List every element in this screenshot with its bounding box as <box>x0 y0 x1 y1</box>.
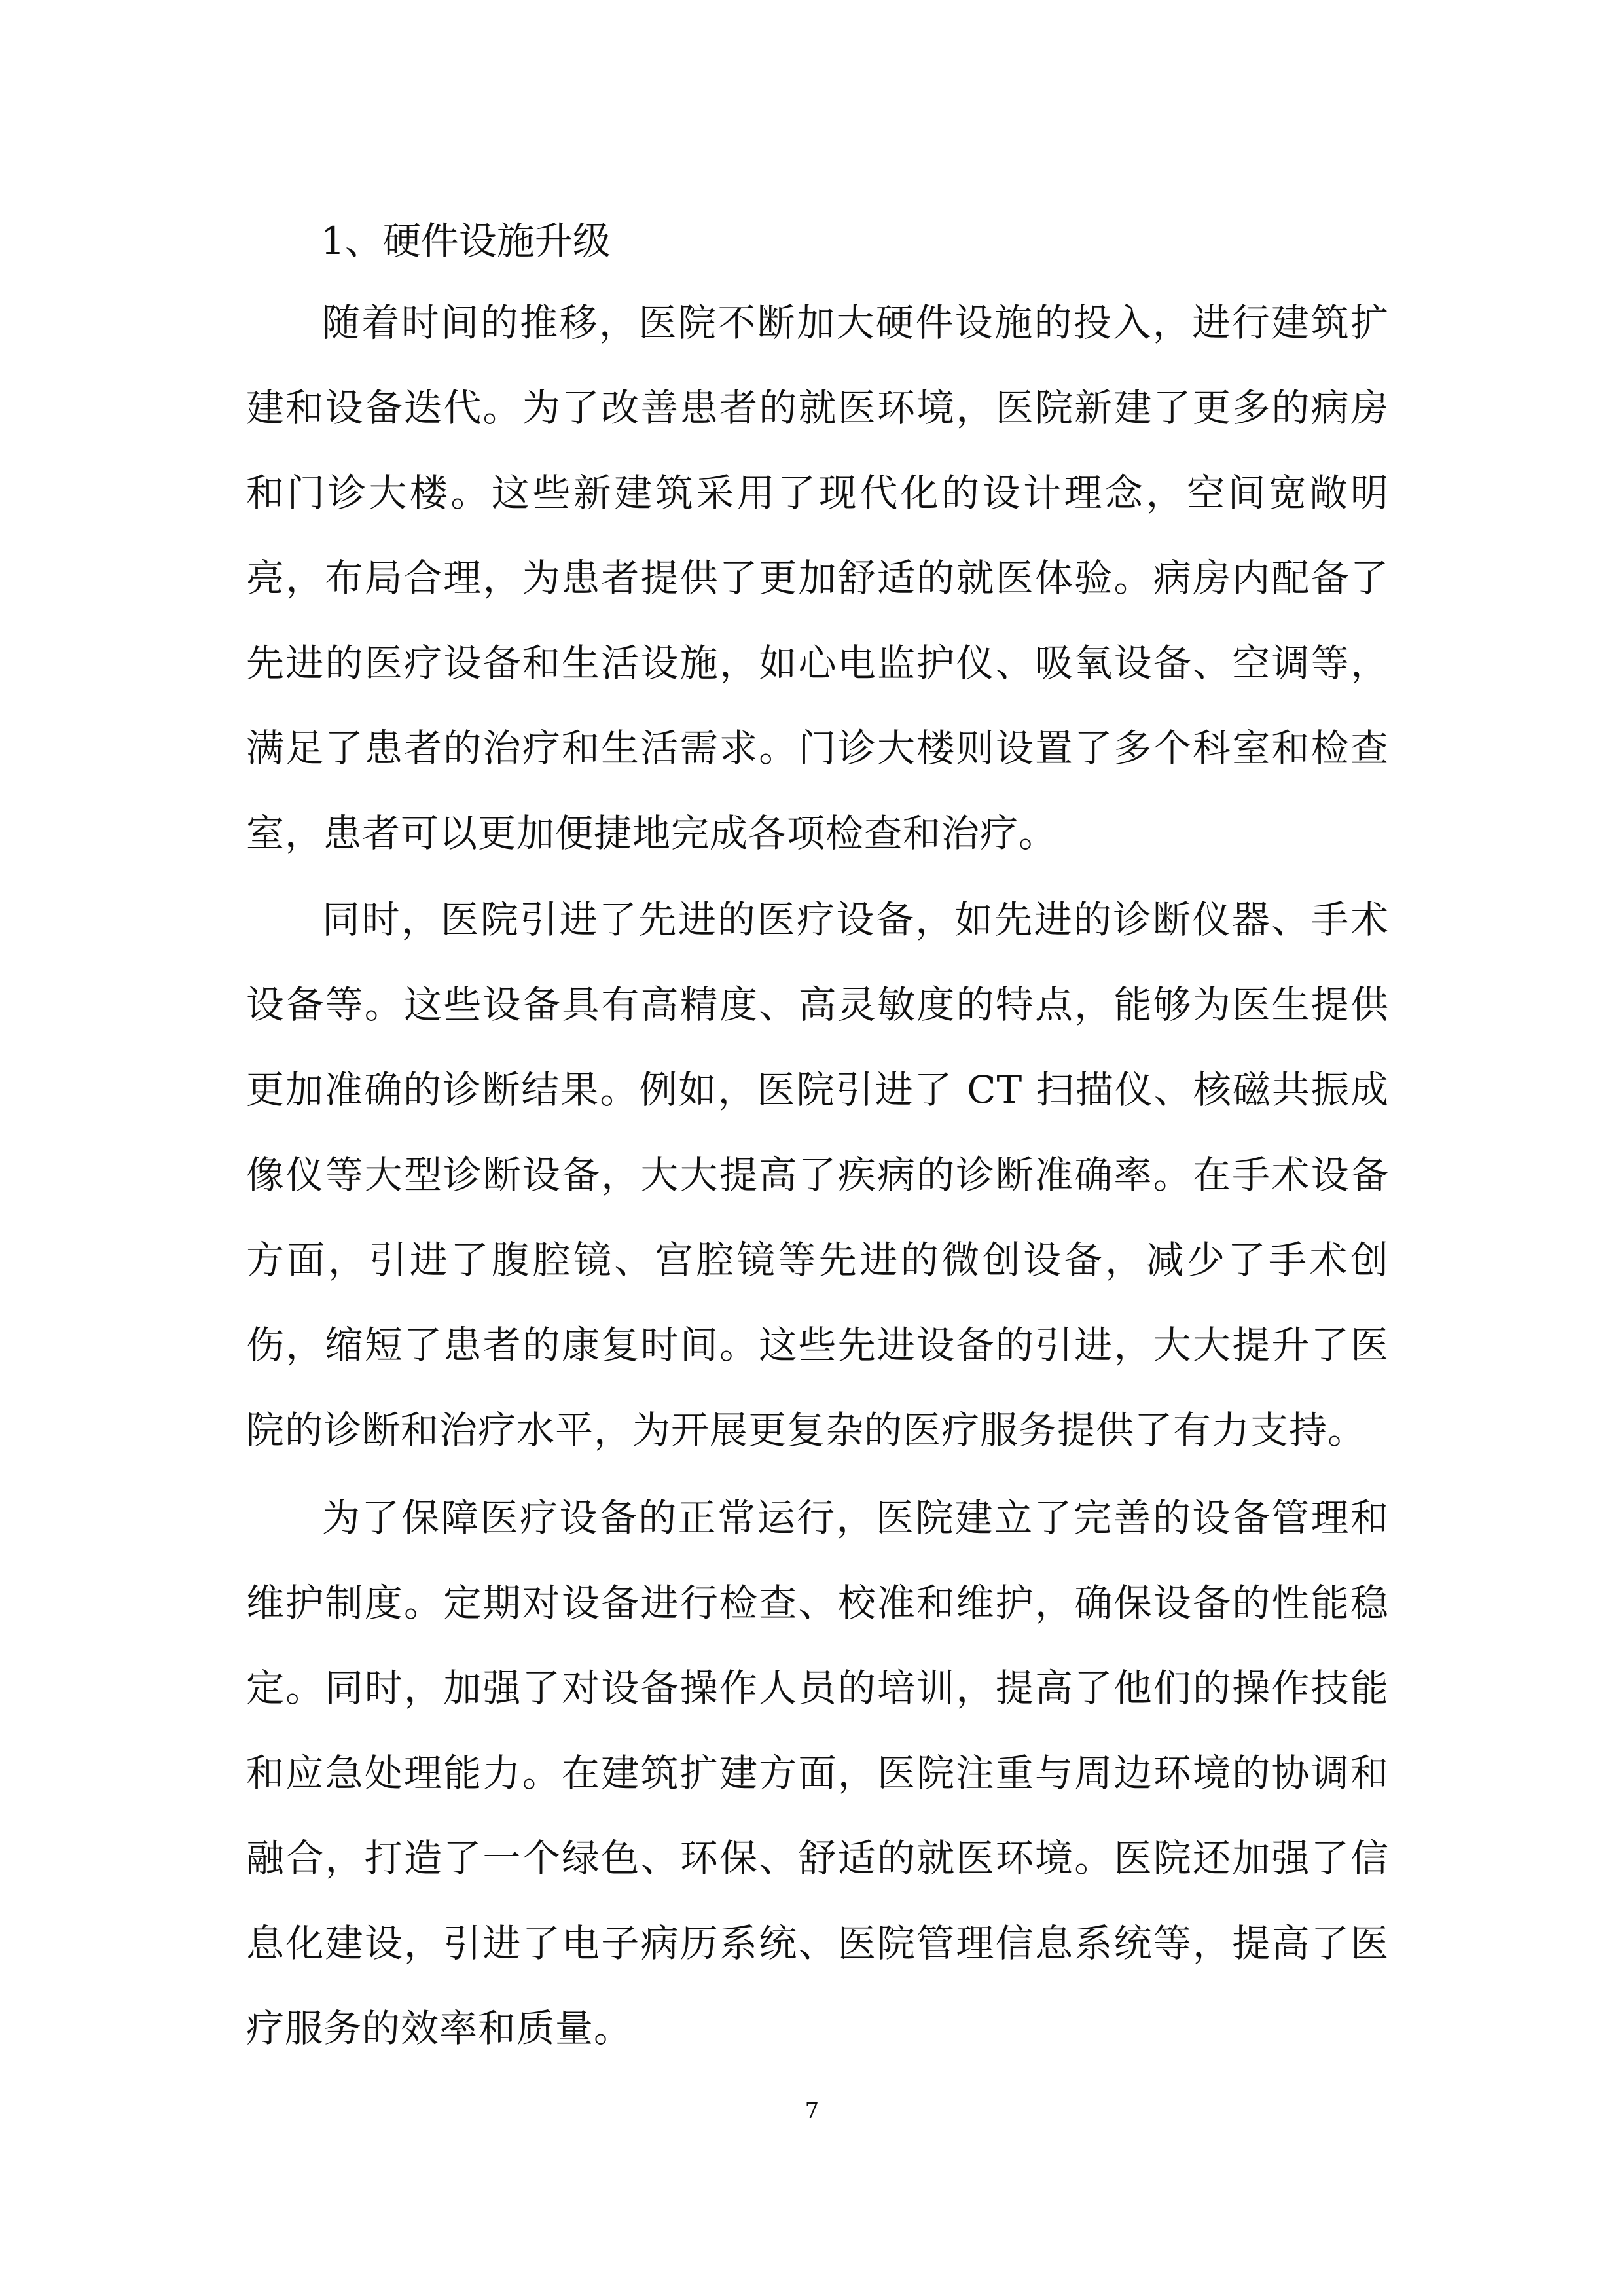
paragraph-equipment-management: 为了保障医疗设备的正常运行，医院建立了完善的设备管理和维护制度。定期对设备进行检查、校准和维护，确保设备的性能稳定。同时，加强了对设备操作人员的培训，提高了他们的操作技能和应急处理能力。在建筑扩建方面，医院注重与周边环境的协调和融合，打造了一个绿色、环保、舒适的就医环境。医院还加强了信息化建设，引进了电子病历系统、医院管理信息系统等，提高了医疗服务的效率和质量。 <box>246 1496 1389 2051</box>
section-heading: 1、硬件设施升级 <box>321 219 611 263</box>
paragraph-advanced-equipment: 同时，医院引进了先进的医疗设备，如先进的诊断仪器、手术设备等。这些设备具有高精度、高灵敏度的特点，能够为医生提供更加准确的诊断结果。例如，医院引进了 CT 扫描仪、核磁共振成像仪等大型诊断设备，大大提高了疾病的诊断准确率。在手术设备方面，引进了腹腔镜、宫腔镜等先进的微创设备，减少了手术创伤，缩短了患者的康复时间。这些先进设备的引进，大大提升了医院的诊断和治疗水平，为开展更复杂的医疗服务提供了有力支持。 <box>246 897 1389 1452</box>
paragraph-hardware-upgrade: 随着时间的推移，医院不断加大硬件设施的投入，进行建筑扩建和设备迭代。为了改善患者的就医环境，医院新建了更多的病房和门诊大楼。这些新建筑采用了现代化的设计理念，空间宽敞明亮，布局合理，为患者提供了更加舒适的就医体验。病房内配备了先进的医疗设备和生活设施，如心电监护仪、吸氧设备、空调等，满足了患者的治疗和生活需求。门诊大楼则设置了多个科室和检查室，患者可以更加便捷地完成各项检查和治疗。 <box>246 300 1389 855</box>
page-number: 7 <box>804 2098 820 2124</box>
